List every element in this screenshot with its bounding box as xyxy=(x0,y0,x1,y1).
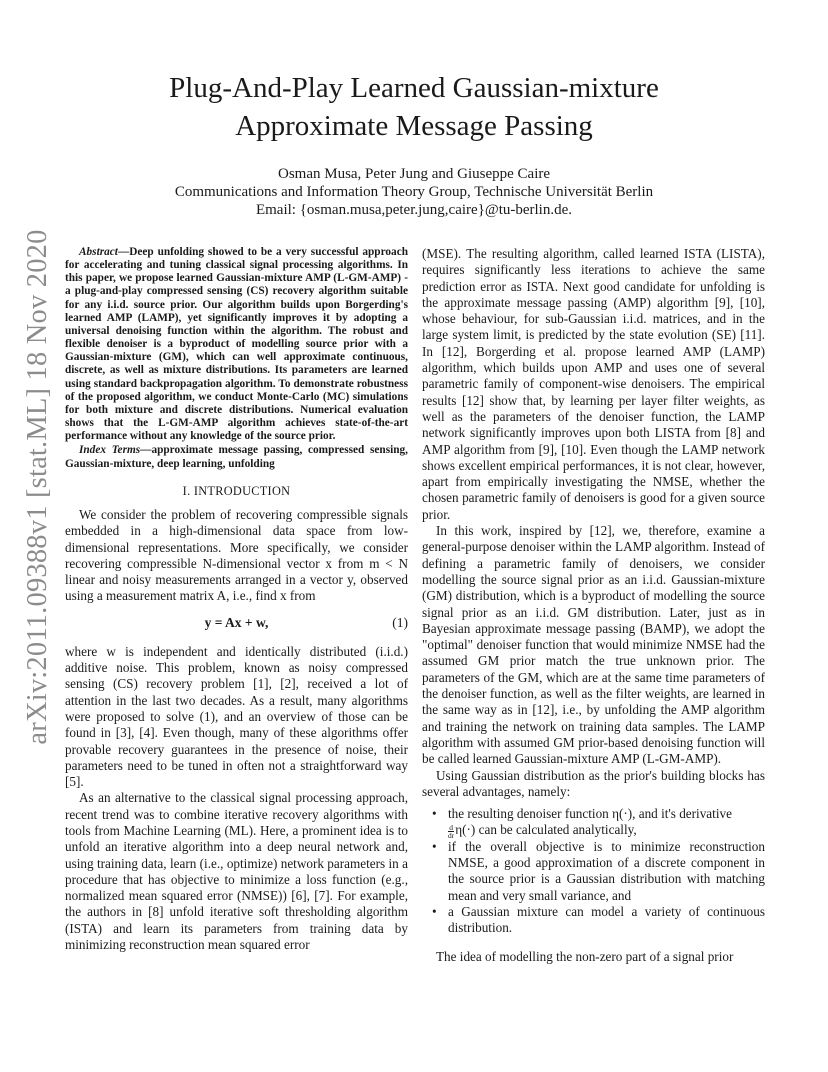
arxiv-sidebar-stamp xyxy=(14,229,62,745)
left-column xyxy=(65,246,408,953)
list-item: • if the overall objective is to minimize reconstruction NMSE, a good approximation of a discrete component in the source prior is a Gaussian distribution with matching mean and very small variance, and xyxy=(448,839,765,904)
intro-paragraph-1: We consider the problem of recovering compressible signals embedded in a high-dimensional data space from low-dimensional representations. More specifically, we consider recovering compressible N-dimensional vector x from m < N linear and noisy measurements arranged in a vector y, observed using a measurement matrix A, i.e., find x from xyxy=(65,506,408,604)
intro-paragraph-5: Using Gaussian distribution as the prior's building blocks has several advantages, namely: xyxy=(422,767,765,799)
intro-paragraph-4: In this work, inspired by [12], we, therefore, examine a general-purpose denoiser within the LAMP algorithm. Instead of defining a parametric family of denoisers, we consider modelling the source signal prior as an i.i.d. Gaussian-mixture (GM) distribution, which is a byproduct of modelling the source signal prior as an i.i.d. GM distribution. Later, just as in Bayesian approximate message passing (BAMP), we adopt the "optimal" denoiser function that would minimize NMSE had the assumed GM prior match the true unknown prior. The parameters of the GM, which are at the same time parameters of the denoiser function, as well as the filter weights, are learned in the same way as in [12], i.e., by unfolding the AMP algorithm and training the network on training data samples. The LAMP algorithm with assumed GM prior-based denoising function will be called learned Gaussian-mixture AMP (L-GM-AMP). xyxy=(422,523,765,767)
abstract xyxy=(65,246,408,443)
intro-paragraph-3-continued: (MSE). The resulting algorithm, called learned ISTA (LISTA), requires significantly less iterations to achieve the same prediction error as ISTA. Next good candidate for unfolding is the approximate message passing (AMP) algorithm [9], [10], whose behaviour, for sub-Gaussian i.i.d. matrices, and in the large system limit, is predicted by the state evolution (SE) [11]. In [12], Borgerding et al. propose learned AMP (LAMP) algorithm, which builds upon AMP and uses one of several parametric family of component-wise denoisers. The empirical results [12] show that, by learning per layer filter weights, as well as the parameters of the denoiser function, the LAMP network significantly improves upon both LISTA from [8] and AMP algorithm from [9], [10]. Even though the LAMP network shows excellent empirical performances, it is not clear, however, apart from empirically investigating the NMSE, whether the chosen parametric family of denoisers is good for a given source prior. xyxy=(422,246,765,522)
intro-paragraph-2: where w is independent and identically distributed (i.i.d.) additive noise. This problem, known as noisy compressed sensing (CS) recovery problem [1], [2], received a lot of attention in the last two decades. As a result, many algorithms were proposed to solve (1), and an overview of those can be found in [3], [4]. Even though, many of these algorithms offer provable recovery guarantees in the presence of noise, their parameters need to be tuned in often not a straightforward way [5]. xyxy=(65,643,408,790)
list-item xyxy=(448,806,765,839)
abstract-label: Abstract xyxy=(79,246,118,258)
index-terms-text: —approximate message passing, compressed sensing, Gaussian-mixture, deep learning, unfolding xyxy=(65,444,408,470)
derivative-fraction xyxy=(448,824,454,839)
equation-1 xyxy=(65,615,408,633)
paper-title-line1: Plug-And-Play Learned Gaussian-mixture xyxy=(169,72,659,104)
bullet-1-line-2: η(·) can be calculated analytically, xyxy=(455,822,637,838)
author-list: Osman Musa, Peter Jung and Giuseppe Caire xyxy=(277,166,551,182)
right-column xyxy=(422,246,765,965)
bullet-1-line-1: the resulting denoiser function η(·), and it's derivative xyxy=(448,806,732,822)
list-item: • a Gaussian mixture can model a variety of continuous distribution. xyxy=(448,904,765,937)
intro-paragraph-3: As an alternative to the classical signal processing approach, recent trend was to combine iterative recovery algorithms with tools from Machine Learning (ML). Here, a prominent idea is to unfold an iterative algorithm into a deep neural network and, using training data, learn (i.e., optimize) network parameters in a procedure that has objective to minimize a loss function (e.g., normalized mean squared error (NMSE)) [6], [7]. For example, the authors in [8] unfold iterative soft thresholding algorithm (ISTA) and learn its parameters from training data by minimizing reconstruction mean squared error xyxy=(65,790,408,953)
arxiv-identifier: arXiv:2011.09388v1 [stat.ML] 18 Nov 2020 xyxy=(22,229,53,745)
affiliation: Communications and Information Theory Group, Technische Universität Berlin xyxy=(174,184,654,200)
abstract-text: —Deep unfolding showed to be a very successful approach for accelerating and tuning classical signal processing algorithms. In this paper, we propose learned Gaussian-mixture AMP (L-GM-AMP) - a plug-and-play compressed sensing (CS) recovery algorithm suitable for any i.i.d. source prior. Our algorithm builds upon Borgerding's learned AMP (LAMP), yet significantly improves it by adopting a universal denoising function within the algorithm. The robust and flexible denoiser is a byproduct of modelling source prior with a Gaussian-mixture (GM), which can well approximate continuous, discrete, as well as mixture distributions. Its parameters are learned using standard backpropagation algorithm. To demonstrate robustness of the proposed algorithm, we conduct Monte-Carlo (MC) simulations for both mixture and discrete distributions. Numerical evaluation shows that the L-GM-AMP algorithm achieves state-of-the-art performance without any knowledge of the source prior. xyxy=(65,246,408,443)
paper-title-line2: Approximate Message Passing xyxy=(235,110,593,142)
fraction-numerator: d xyxy=(449,822,453,832)
index-terms xyxy=(65,444,408,470)
intro-paragraph-6: The idea of modelling the non-zero part of a signal prior xyxy=(436,948,734,964)
equation-1-number: (1) xyxy=(392,614,408,630)
fraction-denominator: dr xyxy=(448,830,455,840)
index-terms-label: Index Terms xyxy=(79,444,141,457)
advantages-list xyxy=(422,806,765,937)
section-heading-introduction: I. INTRODUCTION xyxy=(182,483,291,498)
equation-1-body: y = Ax + w, xyxy=(204,614,269,630)
author-email: Email: {osman.musa,peter.jung,caire}@tu-berlin.de. xyxy=(255,202,573,218)
